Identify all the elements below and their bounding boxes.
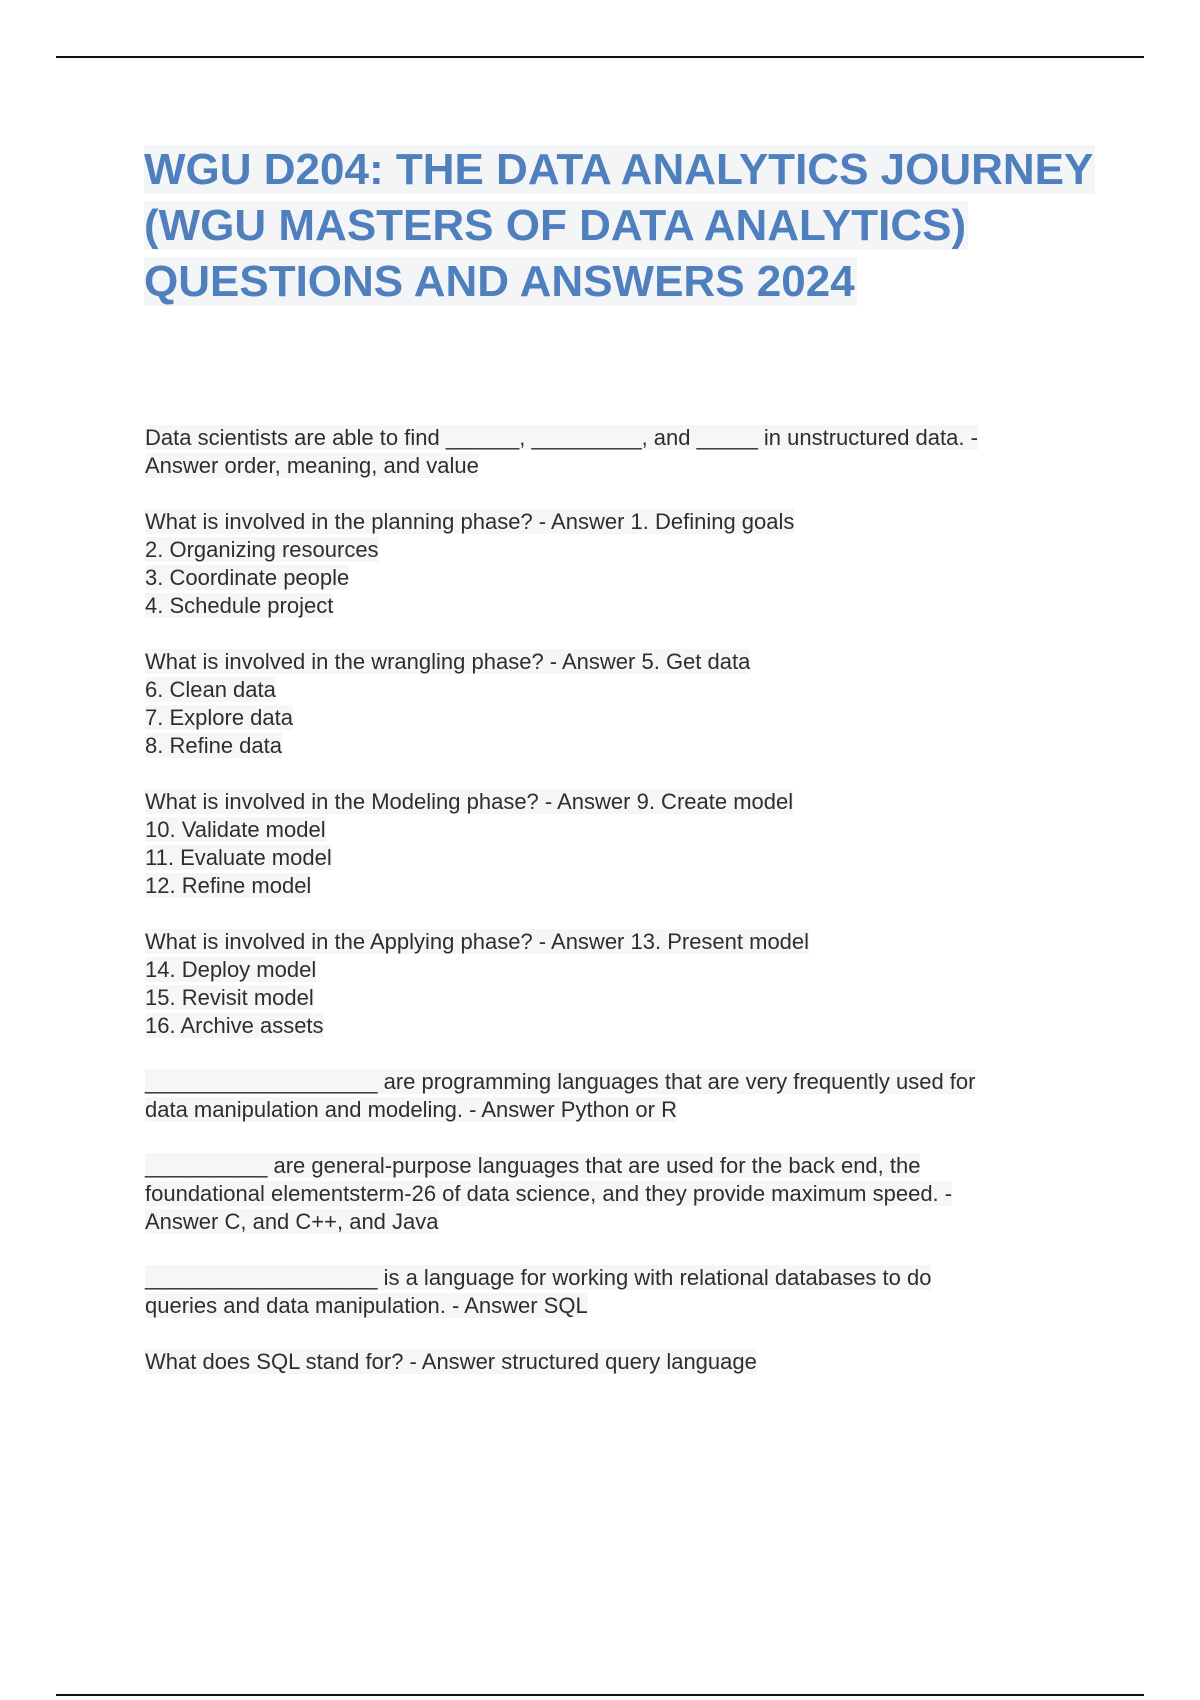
qa-line: 10. Validate model — [145, 817, 326, 842]
qa-item-applying-phase — [145, 928, 1075, 1040]
qa-line: 8. Refine data — [145, 733, 282, 758]
qa-item-python-r — [145, 1068, 1075, 1124]
title-line-2: (WGU MASTERS OF DATA ANALYTICS) — [144, 201, 967, 250]
qa-line: What is involved in the Applying phase? - Answer 13. Present model — [145, 929, 810, 954]
qa-line: ___________________ are programming languages that are very frequently used for — [145, 1069, 976, 1094]
qa-item-planning-phase — [145, 508, 1075, 620]
qa-line: queries and data manipulation. - Answer SQL — [145, 1293, 588, 1318]
qa-item-general-purpose-languages — [145, 1152, 1075, 1236]
qa-line: __________ are general-purpose languages that are used for the back end, the — [145, 1153, 921, 1178]
qa-line: data manipulation and modeling. - Answer Python or R — [145, 1097, 677, 1122]
qa-line: 4. Schedule project — [145, 593, 334, 618]
qa-line: What does SQL stand for? - Answer structured query language — [145, 1349, 757, 1374]
qa-line: 11. Evaluate model — [145, 845, 332, 870]
qa-item-unstructured-data — [145, 424, 1075, 480]
qa-item-wrangling-phase — [145, 648, 1075, 760]
qa-line: What is involved in the Modeling phase? - Answer 9. Create model — [145, 789, 794, 814]
qa-line: foundational elementsterm-26 of data science, and they provide maximum speed. - — [145, 1181, 953, 1206]
qa-line: 3. Coordinate people — [145, 565, 350, 590]
top-rule — [56, 56, 1144, 58]
bottom-rule — [56, 1694, 1144, 1696]
qa-line: 6. Clean data — [145, 677, 276, 702]
qa-line: 7. Explore data — [145, 705, 293, 730]
qa-item-modeling-phase — [145, 788, 1075, 900]
qa-line: Data scientists are able to find ______, _________, and _____ in unstructured data. - — [145, 425, 978, 450]
qa-line: What is involved in the wrangling phase? - Answer 5. Get data — [145, 649, 751, 674]
document-title — [144, 142, 1200, 310]
qa-line: Answer C, and C++, and Java — [145, 1209, 439, 1234]
qa-line: Answer order, meaning, and value — [145, 453, 479, 478]
qa-item-sql — [145, 1264, 1075, 1320]
qa-line: What is involved in the planning phase? - Answer 1. Defining goals — [145, 509, 795, 534]
title-line-3: QUESTIONS AND ANSWERS 2024 — [144, 257, 855, 306]
qa-item-sql-meaning — [145, 1348, 1075, 1376]
qa-line: 16. Archive assets — [145, 1013, 324, 1038]
qa-line: 15. Revisit model — [145, 985, 314, 1010]
qa-line: 12. Refine model — [145, 873, 312, 898]
qa-line: 14. Deploy model — [145, 957, 317, 982]
qa-list — [145, 424, 1075, 1404]
qa-line: 2. Organizing resources — [145, 537, 379, 562]
qa-line: ___________________ is a language for working with relational databases to do — [145, 1265, 932, 1290]
title-line-1: WGU D204: THE DATA ANALYTICS JOURNEY — [144, 145, 1094, 194]
